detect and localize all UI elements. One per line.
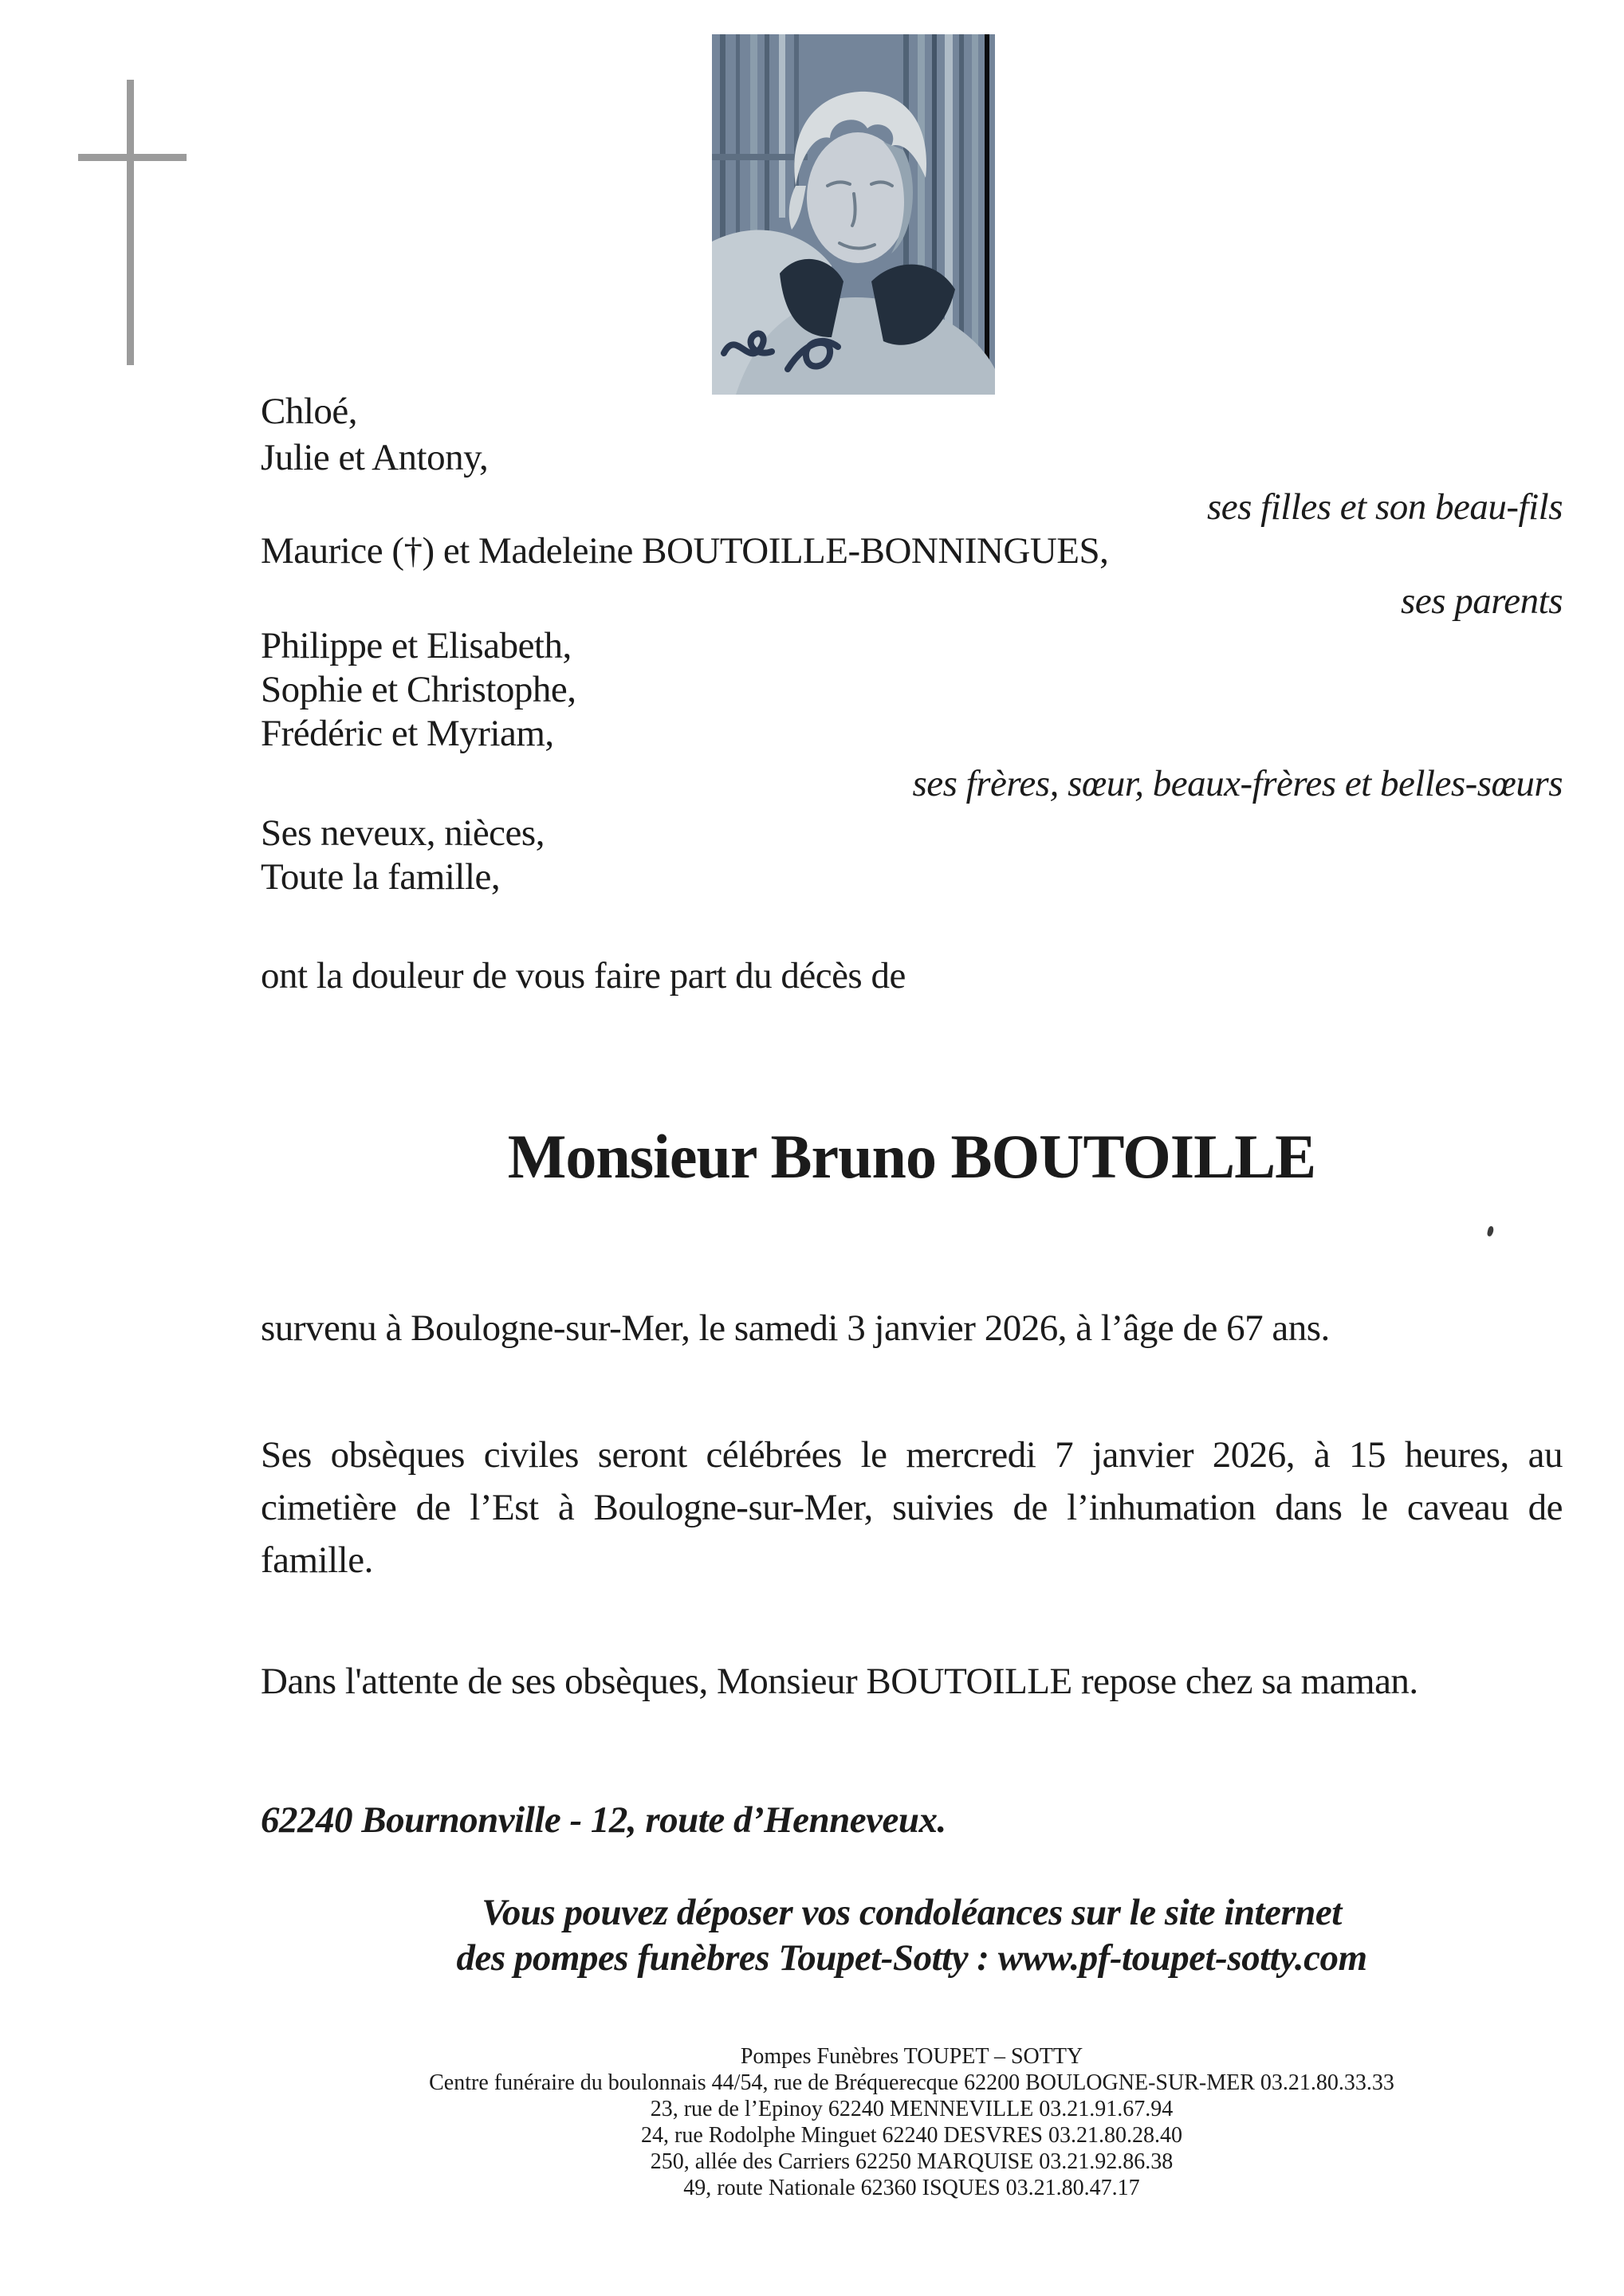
memorial-cross-icon: [0, 0, 239, 399]
funeral-home-location-1: Centre funéraire du boulonnais 44/54, rue de Bréquerecque 62200 BOULOGNE-SUR-MER 03.21.80.33.33: [429, 2070, 1394, 2095]
sibling-line-1: Philippe et Elisabeth,: [261, 625, 572, 666]
whole-family-line: Toute la famille,: [261, 856, 501, 898]
funeral-home-location-3: 24, rue Rodolphe Minguet 62240 DESVRES 03.21.80.28.40: [641, 2123, 1182, 2148]
condolences-line-1: Vous pouvez déposer vos condoléances sur le site internet: [482, 1892, 1342, 1933]
cross-vertical-bar: [127, 80, 134, 365]
sibling-line-3: Frédéric et Myriam,: [261, 713, 554, 754]
deceased-portrait-photo: [712, 34, 995, 395]
relation-children: ses filles et son beau-fils: [1206, 486, 1563, 528]
relation-parents: ses parents: [1401, 580, 1563, 622]
relation-siblings: ses frères, sœur, beaux-frères et belles-sœurs: [912, 763, 1563, 804]
nephews-line: Ses neveux, nièces,: [261, 812, 545, 854]
deceased-name-title: Monsieur Bruno BOUTOILLE: [507, 1122, 1316, 1191]
portrait-photo-image: [712, 34, 995, 395]
cross-horizontal-bar: [78, 154, 187, 161]
funeral-home-location-2: 23, rue de l’Epinoy 62240 MENNEVILLE 03.21.91.67.94: [650, 2097, 1174, 2121]
funeral-home-location-4: 250, allée des Carriers 62250 MARQUISE 03.21.92.86.38: [650, 2149, 1174, 2174]
home-address-line: 62240 Bournonville - 12, route d’Henneveux.: [261, 1799, 946, 1841]
child-line-1: Chloé,: [261, 391, 358, 432]
death-date-line: survenu à Boulogne-sur-Mer, le samedi 3 janvier 2026, à l’âge de 67 ans.: [261, 1307, 1330, 1349]
intro-line: ont la douleur de vous faire part du décès de: [261, 955, 906, 997]
funeral-home-location-5: 49, route Nationale 62360 ISQUES 03.21.80.47.17: [683, 2176, 1140, 2200]
repose-line: Dans l'attente de ses obsèques, Monsieur BOUTOILLE repose chez sa maman.: [261, 1661, 1418, 1702]
parents-line: Maurice (†) et Madeleine BOUTOILLE-BONNINGUES,: [261, 530, 1109, 572]
child-line-2: Julie et Antony,: [261, 437, 489, 478]
sibling-line-2: Sophie et Christophe,: [261, 669, 576, 710]
scan-speck: [1487, 1225, 1495, 1236]
funeral-home-name: Pompes Funèbres TOUPET – SOTTY: [740, 2044, 1083, 2069]
funeral-home-footer: [261, 2043, 1563, 2201]
condolences-line-2: des pompes funèbres Toupet-Sotty : www.pf-toupet-sotty.com: [456, 1937, 1367, 1979]
funeral-details-paragraph: Ses obsèques civiles seront célébrées le mercredi 7 janvier 2026, à 15 heures, au cimetière de l’Est à Boulogne-sur-Mer, suivies de l’inhumation dans le caveau de famille.: [261, 1434, 1563, 1581]
